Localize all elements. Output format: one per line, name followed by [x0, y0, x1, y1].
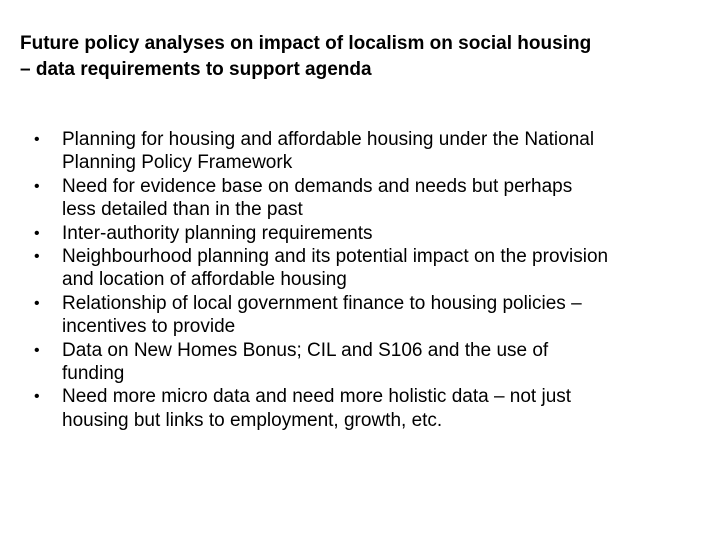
bullet-dot-icon: •: [34, 248, 40, 266]
bullet-text-line: Planning Policy Framework: [62, 152, 293, 174]
bullet-item: [34, 222, 714, 245]
bullet-text-line: Planning for housing and affordable housing under the National: [62, 129, 595, 150]
bullet-dot-icon: •: [34, 224, 40, 242]
slide-title-line: Future policy analyses on impact of localism on social housing: [20, 33, 592, 54]
bullet-dot-icon: •: [34, 177, 40, 195]
bullet-text-line: Neighbourhood planning and its potential impact on the provision: [62, 246, 609, 268]
bullet-dot-icon: •: [34, 294, 40, 312]
bullet-text-line: Inter-authority planning requirements: [62, 222, 373, 244]
bullet-dot-icon: •: [34, 131, 40, 148]
slide-title: [20, 31, 710, 83]
bullet-item: [34, 175, 714, 222]
bullet-text-line: funding: [62, 363, 125, 385]
bullet-text-line: less detailed than in the past: [62, 199, 303, 221]
bullet-text-line: Data on New Homes Bonus; CIL and S106 and the use of: [62, 339, 549, 361]
bullet-item: [34, 292, 714, 339]
bullet-text-line: Need for evidence base on demands and needs but perhaps: [62, 175, 573, 197]
bullet-text-line: and location of affordable housing: [62, 269, 347, 291]
slide-title-line: – data requirements to support agenda: [20, 59, 372, 80]
bullet-dot-icon: •: [34, 388, 40, 406]
bullet-item: [34, 245, 714, 292]
bullet-text-line: Need more micro data and need more holistic data – not just: [62, 386, 572, 408]
bullet-text-line: incentives to provide: [62, 316, 236, 338]
bullet-text-line: housing but links to employment, growth, etc.: [62, 409, 443, 431]
bullet-list: [34, 128, 714, 432]
bullet-item: [34, 128, 714, 175]
bullet-item: [34, 385, 714, 432]
bullet-text-line: Relationship of local government finance to housing policies –: [62, 292, 582, 314]
bullet-item: [34, 339, 714, 386]
bullet-dot-icon: •: [34, 341, 40, 359]
